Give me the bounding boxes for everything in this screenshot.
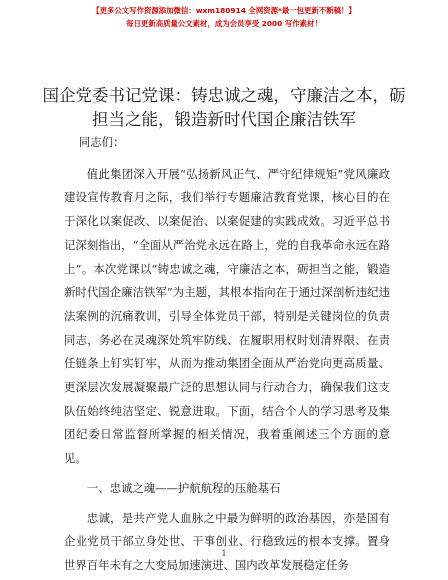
document-title: 国企党委书记党课：铸忠诚之魂，守廉洁之本，砺担当之能，锻造新时代国企廉洁铁军 — [42, 86, 406, 129]
promo-banner-line-1: 【更多公文写作资源添加微信：wxm180914 全网资源*最一包更新不断稿！】 — [92, 6, 356, 15]
body-paragraph: 忠诚，是共产党人血脉之中最为鲜明的政治基因，亦是国有企业党员干部立身处世、干事创业、行稳致远的根本支撑。置身世界百年未有之大变局加速演进、国内改革发展稳定任务 — [64, 510, 390, 572]
promo-banner-line-2: 每日更新高质量公文素材，成为会员享受 2000 写作素材！ — [126, 19, 322, 28]
promo-banner — [0, 4, 448, 30]
greeting: 同志们： — [78, 135, 125, 149]
document-body — [64, 131, 390, 578]
body-paragraph: 值此集团深入开展“弘扬新风正气、严守纪律规矩”党风廉政建设宣传教育月之际，我们举行专题廉洁教育党课，核心目的在于深化以案促改、以案促治、以案促建的实践成效。习近平总书记深刻指出，“全面从严治党永远在路上，党的自我革命永远在路上”。本次党课以“铸忠诚之魂，守廉洁之本，砺担当之能，锻造新时代国企廉洁铁军”为主题，其根本指向在于通过深剖析违纪违法案例的沉痛教训，引导全体党员干部，特别是关键岗位的负责同志，务必在灵魂深处筑牢防线、在履职用权时划清界限、在责任链条上钉实钉牢，从而为推动集团全面从严治党向更高质量、更深层次发展凝聚最广泛的思想认同与行动合力，确保我们这支队伍始终纯洁坚定、锐意进取。下面，结合个人的学习思考及集团纪委日常监督所掌握的相关情况，我着重阐述三个方面的意见。 — [64, 166, 390, 466]
section-heading: 一、忠诚之魂——护航航程的压舱基石 — [86, 480, 281, 495]
page-number: 1 — [221, 549, 227, 558]
